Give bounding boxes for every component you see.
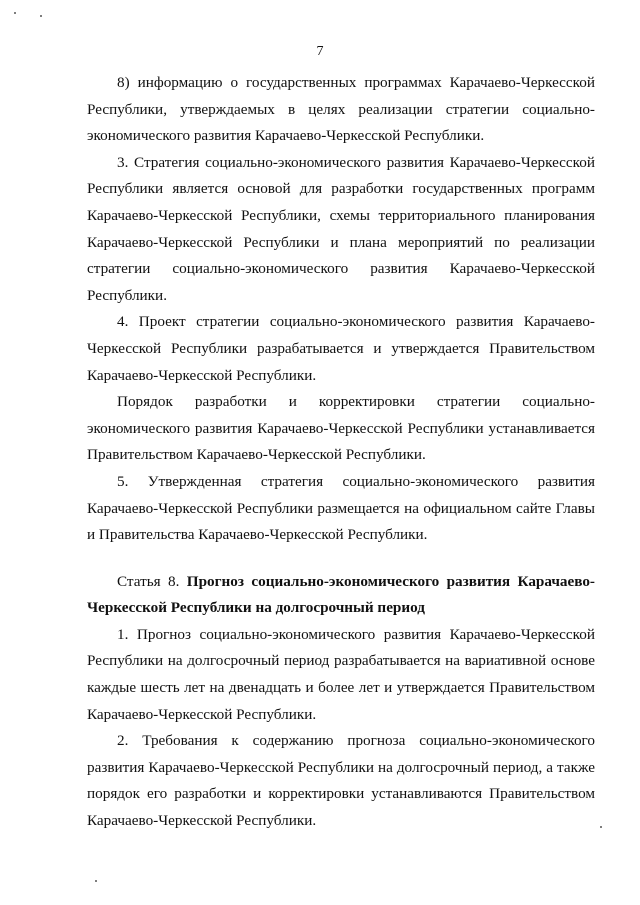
section-gap bbox=[87, 549, 595, 569]
article-title: Прогноз социально-экономического развития Карачаево-Черкесской Республики на долгосрочный период bbox=[87, 572, 595, 617]
article-paragraph-1: 1. Прогноз социально-экономического развития Карачаево-Черкесской Республики на долгосрочный период разрабатывается на вариативной основе каждые шесть лет на двенадцать и более лет и утверждается Правительством Карачаево-Черкесской Республики. bbox=[87, 625, 595, 723]
scan-speck bbox=[14, 12, 16, 14]
paragraph-point-5: 5. Утвержденная стратегия социально-экономического развития Карачаево-Черкесской Республики размещается на официальном сайте Главы и Правительства Карачаево-Черкесской Республики. bbox=[87, 472, 595, 544]
page-number: 7 bbox=[316, 44, 324, 59]
paragraph-point-4: 4. Проект стратегии социально-экономического развития Карачаево-Черкесской Республики разрабатывается и утверждается Правительством Карачаево-Черкесской Республики. bbox=[87, 313, 595, 384]
paragraph-procedure: Порядок разработки и корректировки стратегии социально-экономического развития Карачаево-Черкесской Республики устанавливается Правительством Карачаево-Черкесской Республики. bbox=[87, 393, 595, 464]
scan-speck bbox=[40, 15, 42, 17]
paragraph-point-3: 3. Стратегия социально-экономического развития Карачаево-Черкесской Республики является основой для разработки государственных программ Карачаево-Черкесской Республики, схемы территориального планирования Карачаево-Черкесской Республики и плана мероприятий по реализации стратегии социально-экономического развития Карачаево-Черкесской Республики. bbox=[87, 153, 595, 304]
article-heading bbox=[87, 569, 595, 622]
document-body bbox=[87, 70, 595, 835]
scan-speck bbox=[600, 826, 602, 828]
scan-speck bbox=[95, 880, 97, 882]
article-paragraph-2: 2. Требования к содержанию прогноза социально-экономического развития Карачаево-Черкесской Республики на долгосрочный период, а также порядок его разработки и корректировки устанавливаются Правительством Карачаево-Черкесской Республики. bbox=[87, 732, 595, 830]
paragraph-item-8: 8) информацию о государственных программах Карачаево-Черкесской Республики, утверждаемых в целях реализации стратегии социально-экономического развития Карачаево-Черкесской Республики. bbox=[87, 74, 595, 145]
article-label: Статья 8. bbox=[117, 572, 180, 590]
